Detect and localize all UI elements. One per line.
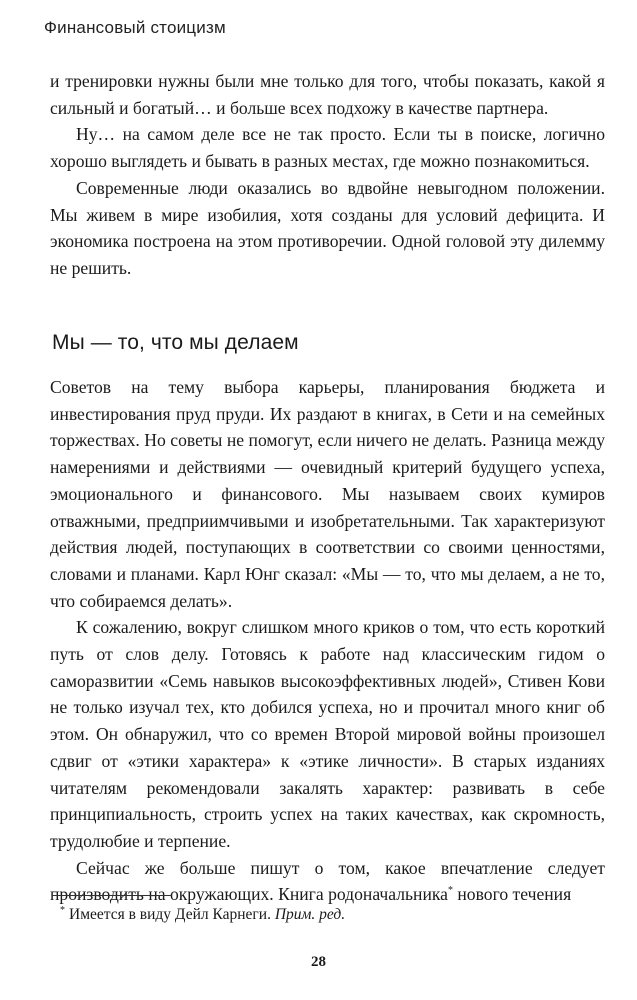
section-heading: Мы — то, что мы делаем: [52, 331, 299, 354]
paragraph-text-end: нового течения: [452, 884, 572, 905]
footnote-divider: [52, 895, 172, 896]
paragraph: Советов на тему выбора карьеры, планирования бюджета и инвестирования пруд пруди. Их раздают в книгах, в Сети и на семейных торжествах. Но советы не помогут, если ничего не делать. Разница между намерениями и действиями — очевидный критерий будущего успеха, эмоционального и финансового. Мы называем своих кумиров отважными, предприимчивыми и изобретательными. Так характеризуют действия людей, поступающих в соответствии со своими ценностями, словами и планами. Карл Юнг сказал: «Мы — то, что мы делаем, а не то, что собираемся делать».: [50, 377, 605, 611]
text-block-top: [50, 68, 605, 282]
paragraph-continuation: и тренировки нужны были мне только для того, чтобы показать, какой я сильный и богатый… и больше всех подхожу в качестве партнера.: [50, 71, 605, 118]
running-header: Финансовый стоицизм: [44, 18, 226, 37]
footnote-source: Прим. ред.: [274, 906, 346, 924]
footnote: [60, 905, 345, 924]
paragraph: К сожалению, вокруг слишком много криков о том, что есть короткий путь от слов делу. Готовясь к работе над классическим гидом о саморазвитии «Семь навыков высокоэффективных людей», Стивен Кови не только изучал тех, кто добился успеха, но и прочитал много книг об этом. Он обнаружил, что со времен Второй мировой войны произошел сдвиг от «этики характера» к «этике личности». В старых изданиях читателям рекомендовали закалять характер: развивать в себе принципиальность, строить успех на таких качествах, как скромность, трудолюбие и терпение.: [50, 617, 605, 851]
footnote-text: Имеется в виду Дейл Карнеги.: [69, 906, 275, 924]
footnote-reference: *: [447, 885, 453, 897]
paragraph-text: Сейчас же больше пишут о том, какое впечатление следует производить на окружающих. Книга родоначальника: [50, 857, 605, 905]
footnote-marker: *: [60, 905, 65, 916]
page-number: 28: [311, 954, 326, 970]
paragraph: Современные люди оказались во вдвойне невыгодном положении. Мы живем в мире изобилия, хотя созданы для условий дефицита. И экономика построена на этом противоречии. Одной головой эту дилемму не решить.: [50, 177, 605, 278]
text-block-section: [50, 374, 605, 908]
paragraph-with-footnote: [50, 855, 605, 908]
paragraph: Ну… на самом деле все не так просто. Если ты в поиске, логично хорошо выглядеть и бывать в разных местах, где можно познакомиться.: [50, 124, 605, 172]
